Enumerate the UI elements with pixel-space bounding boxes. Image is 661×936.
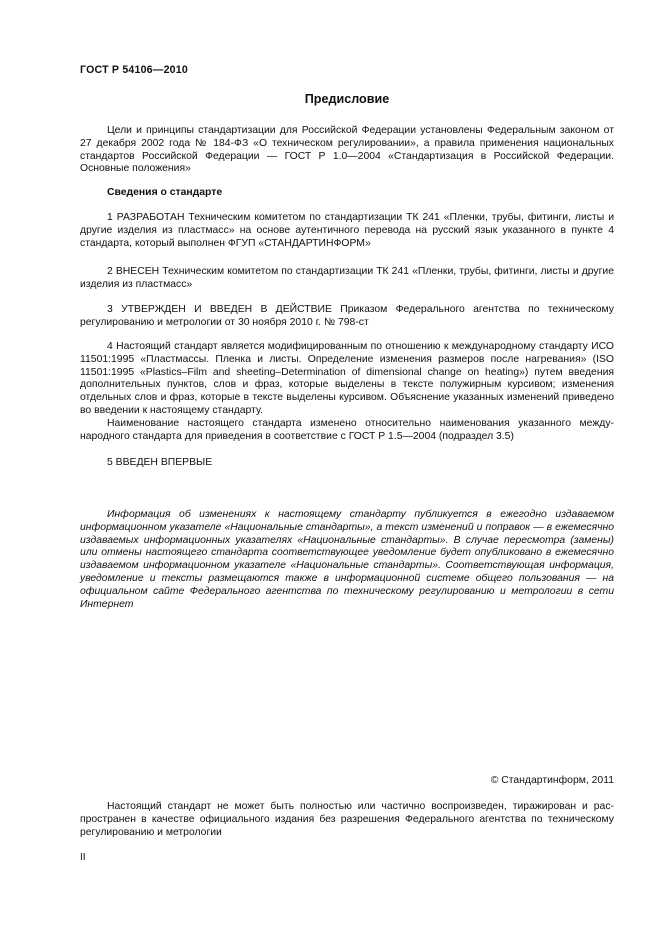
standard-designation: ГОСТ Р 54106—2010 — [80, 64, 188, 76]
item-2 — [80, 266, 614, 292]
item-3-text: 3 УТВЕРЖДЕН И ВВЕДЕН В ДЕЙСТВИЕ Приказом Федерального агентства по техническому регулированию и метрологии от 30 ноября 2010 г. № 798-ст — [80, 304, 614, 328]
item-1-text: 1 РАЗРАБОТАН Техническим комитетом по стандартизации ТК 241 «Пленки, трубы, фитинги, листы и другие изделия из пластмасс» на основе аутентичного перевода на русский язык указанного в пункте 4 стандарта, который выполнен ФГУП «СТАНДАРТИНФОРМ» — [80, 212, 614, 249]
copyright: © Стандартинформ, 2011 — [490, 775, 614, 786]
reproduction-notice — [80, 801, 614, 839]
page-number: II — [80, 852, 86, 863]
section-heading — [80, 187, 614, 200]
item-4-text: 4 Настоящий стандарт является модифицированным по отношению к международному стандарту ИСО 11501:1995 «Пластмассы. Пленка и листы. Определение изменения размеров после нагревания» (ISO 11501:1995 «Plastics–Film and sheeting–Determination of dimensional change on heating») путем введения дополнительных пунктов, слов и фраз, которые выделены в тексте полужирным курсивом; изменения отдельных слов и фраз, которые в тексте выделены курсивом. Объяснение указанных изменений приведено во введении к настоящему стандарту. — [80, 341, 614, 416]
section-title: Сведения о стандарте — [107, 187, 223, 198]
item-2-text: 2 ВНЕСЕН Техническим комитетом по стандартизации ТК 241 «Пленки, трубы, фитинги, листы и другие изделия из пластмасс» — [80, 266, 614, 290]
intro-paragraph — [80, 125, 614, 176]
item-1 — [80, 212, 614, 250]
item-4 — [80, 341, 614, 443]
item-4-note: Наименование настоящего стандарта изменено относительно наименования указанного международного стандарта для приведения в соответствие с ГОСТ Р 1.5—2004 (подраздел 3.5) — [80, 417, 614, 442]
item-5-text: 5 ВВЕДЕН ВПЕРВЫЕ — [107, 457, 213, 468]
intro-text: Цели и принципы стандартизации для Российской Федерации установлены Федеральным законом от 27 декабря 2002 года № 184-ФЗ «О техническом регулировании», а правила применения национальных стандартов Российской Федерации — ГОСТ Р 1.0—2004 «Стандартизация в Российской Федерации. Основные положения» — [80, 125, 614, 175]
info-notice-text: Информация об изменениях к настоящему стандарту публикуется в ежегодно издаваемом информационном указателе «Национальные стандарты», а текст изменений и поправок — в ежемесячно издаваемых информационных указателях «Национальные стандарты». В случае пересмотра (замены) или отмены настоящего стандарта соответствующее уведомление будет опубликовано в ежемесячно издаваемом информационном указателе «Национальные стандарты». Соответствующая информация, уведомление и тексты размещаются также в информационной системе общего пользования — на официальном сайте Федерального агентства по техническому регулированию и метрологии в сети Интернет — [80, 509, 614, 610]
item-5 — [80, 457, 614, 470]
reproduction-notice-text: Настоящий стандарт не может быть полностью или частично воспроизведен, тиражирован и распространен в качестве официального издания без разрешения Федерального агентства по техническому регулированию и метрологии — [80, 801, 614, 838]
item-3 — [80, 304, 614, 330]
info-notice — [80, 509, 614, 611]
page-title: Предисловие — [304, 92, 390, 106]
